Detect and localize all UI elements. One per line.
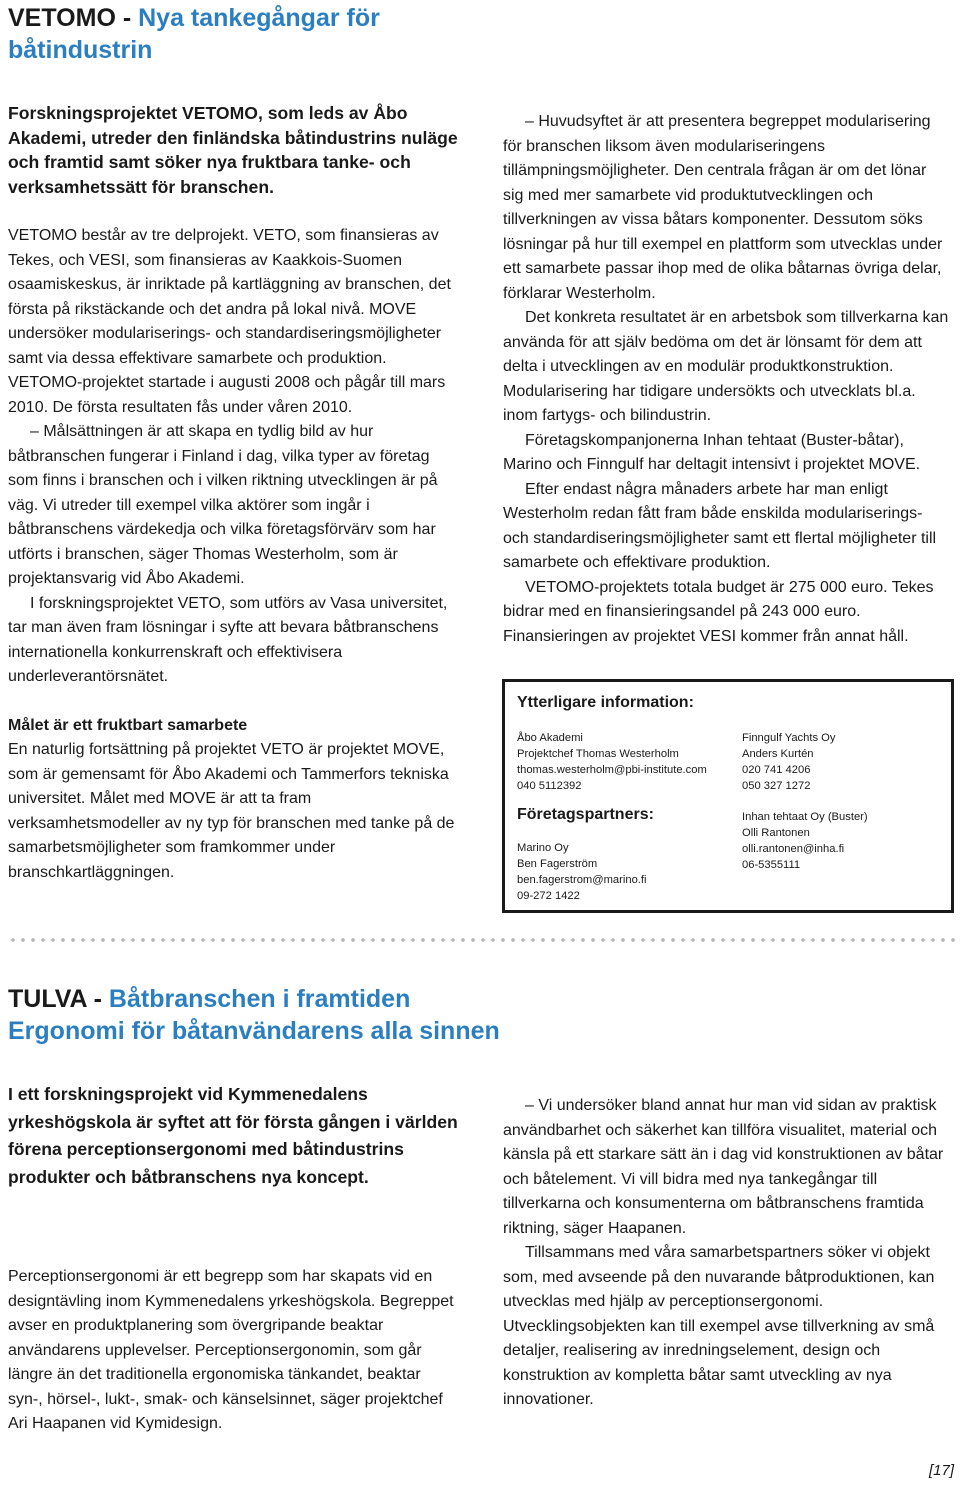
vetomo-paragraph: VETOMO-projektets totala budget är 275 000 euro. Tekes bidrar med en finansieringsandel på 243 000 euro. Finansieringen av projektet VESI kommer från annat håll. [503,578,934,645]
vetomo-title-brand: VETOMO - [8,4,139,32]
partner-org: Inhan tehtaat Oy (Buster) [742,811,868,823]
tulva-paragraph: – Vi undersöker bland annat hur man vid sidan av praktisk användbarhet och säkerhet kan tillföra visualitet, material och känsla på ett starkare sätt än i dag vid konstruktionen av båtar och båtelement. Vi vill bidra med nya tankegångar till tillverkarna och konsumenterna om båtbranschens framtida riktning, säger Haapanen. [503,1097,944,1237]
vetomo-title-line1: Nya tankegångar för [138,4,380,32]
vetomo-right-column [503,110,951,649]
tulva-paragraph: Perceptionsergonomi är ett begrepp som har skapats vid en designtävling inom Kymmenedalens yrkeshögskola. Begreppet avser en produktplanering som övergripande beaktar användarens upplevelser. Perceptionsergonomin, som går längre än det traditionella ergonomiska tänkandet, beaktar syn-, hörsel-, lukt-, smak- och känselsinnet, säger projektchef Ari Haapanen vid Kymidesign. [8,1268,454,1432]
partner-email[interactable]: olli.rantonen@inha.fi [742,843,845,855]
tulva-paragraph: Tillsammans med våra samarbetspartners söker vi objekt som, med avseende på den nuvarande båtproduktionen, kan utvecklas med hjälp av perceptionsergonomi. Utvecklingsobjekten kan till exempel avse tillverkning av små detaljer, realisering av inredningselement, design och konstruktion av kompletta båtar samt utveckling av nya innovationer. [503,1244,935,1408]
vetomo-paragraph: En naturlig fortsättning på projektet VETO är projektet MOVE, som är gemensamt för Åbo Akademi och Tammerfors tekniska universitet. Målet med MOVE är att ta fram verksamhetsmodeller av ny typ för branschen med tanke på de samarbetsmöjligheter som framkommer under branschkartläggningen. [8,741,455,881]
partner-person: Olli Rantonen [742,827,810,839]
vetomo-paragraph: – Huvudsyftet är att presentera begreppet modularisering för branschen liksom även modulariseringens tillämpningsmöjligheter. Den centrala frågan är om det lönar sig med mer samarbete vid produktutvecklingen och tillverkningen av vissa båtars komponenter. Dessutom söks lösningar på hur till exempel en plattform som utvecklas under ett samarbete passar ihop med de olika båtarnas övriga delar, förklarar Westerholm. [503,113,943,302]
vetomo-title [8,2,528,66]
tulva-left-column [8,1265,456,1437]
contact-email[interactable]: thomas.westerholm@pbi-institute.com [517,764,707,776]
partner-phone: 09-272 1422 [517,890,580,902]
partner-inha [742,809,942,873]
page-number: [17] [928,1462,954,1479]
vetomo-paragraph: Det konkreta resultatet är en arbetsbok som tillverkarna kan använda för att själv bedöma om det är lönsamt för dem att delta i utvecklingen av en modulär produktkonstruktion. Modularisering har tidigare undersökts och utvecklats bl.a. inom fartygs- och bilindustrin. [503,309,949,424]
tulva-lead: I ett forskningsprojekt vid Kymmenedalens yrkeshögskola är syftet att för första gången i världen förena perceptionsergonomi med båtindustrins produkter och båtbranschens nya koncept. [8,1084,458,1187]
vetomo-paragraph: VETOMO består av tre delprojekt. VETO, som finansieras av Tekes, och VESI, som finansieras av Kaakkois-Suomen osaamiskeskus, är inriktade på kartläggning av branschen, det första på rikstäckande och det andra på lokal nivå. MOVE undersöker modulariserings- och standardiseringsmöjligheter samt via dessa effektivare samarbete och produktion. VETOMO-projektet startade i augusti 2008 och pågår till mars 2010. De första resultaten fås under våren 2010. [8,227,451,416]
contact-org: Åbo Akademi [517,732,583,744]
partner-phone: 050 327 1272 [742,780,811,792]
contact-phone: 040 5112392 [517,780,582,792]
tulva-title-line2: Ergonomi för båtanvändarens alla sinnen [8,1017,500,1045]
partner-email[interactable]: ben.fagerstrom@marino.fi [517,874,647,886]
tulva-right-column [503,1094,949,1413]
partner-person: Anders Kurtén [742,748,814,760]
partner-person: Ben Fagerström [517,858,598,870]
vetomo-paragraph: Efter endast några månaders arbete har man enligt Westerholm redan fått fram både enskilda modulariserings- och standardiseringsmöjligheter samt ett flertal möjligheter till samarbete och effektivare produktion. [503,480,937,571]
tulva-title-brand: TULVA - [8,985,109,1013]
tulva-title-line1: Båtbranschen i framtiden [108,985,411,1013]
tulva-title [8,983,628,1047]
vetomo-title-line2: båtindustrin [8,36,153,64]
partner-marino [517,840,737,904]
info-box [502,679,954,913]
partner-finngulf [742,730,942,794]
vetomo-lead: Forskningsprojektet VETOMO, som leds av Åbo Akademi, utreder den finländska båtindustrins nuläge och framtid samt söker nya fruktbara tanke- och verksamhetssätt för branschen. [8,103,458,197]
section-divider [8,935,956,945]
vetomo-paragraph: Företagskompanjonerna Inhan tehtaat (Buster-båtar), Marino och Finngulf har deltagit intensivt i projektet MOVE. [503,431,921,473]
contact-person: Projektchef Thomas Westerholm [517,748,679,760]
vetomo-subheading: Målet är ett fruktbart samarbete [8,716,248,734]
info-box-heading: Ytterligare information: [517,694,694,711]
partner-org: Finngulf Yachts Oy [742,732,836,744]
partner-phone: 06-5355111 [742,859,801,871]
partners-heading: Företagspartners: [517,806,654,823]
partner-org: Marino Oy [517,842,569,854]
vetomo-paragraph: – Målsättningen är att skapa en tydlig bild av hur båtbranschen fungerar i Finland i dag, vilka typer av företag som finns i branschen och i vilken riktning utvecklingen är på väg. Vi utreder till exempel vilka aktörer som ingår i båtbranschens värdekedja och vilka företagsförvärv som har utförts i branschen, säger Thomas Westerholm, som är projektansvarig vid Åbo Akademi. [8,423,438,587]
partner-phone: 020 741 4206 [742,764,811,776]
vetomo-left-column [8,224,460,885]
contact-abo-akademi [517,730,737,794]
vetomo-paragraph: I forskningsprojektet VETO, som utförs av Vasa universitet, tar man även fram lösningar i syfte att bevara båtbranschens internationella konkurrenskraft och effektivisera underleverantörsnätet. [8,594,448,685]
